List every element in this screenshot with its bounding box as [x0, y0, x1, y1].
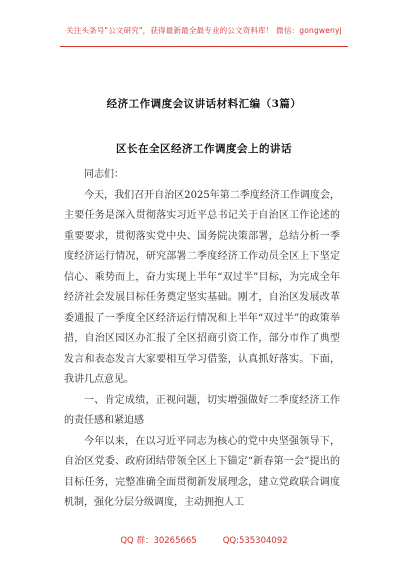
footer-contact — [0, 534, 408, 546]
section-heading-1: 一、肯定成绩，正视问题，切实增强做好二季度经济工作的责任感和紧迫感 — [64, 394, 340, 426]
document-body — [64, 165, 340, 514]
header-divider — [60, 46, 348, 47]
paragraph-section-1: 今年以来，在以习近平同志为核心的党中央坚强领导下，自治区党委、政府团结带领全区上下锚定“新春第一会”提出的目标任务，完整准确全面贯彻新发展理念，建立党政联合调度机制，强化分层分级调度，主动拥抱人工 — [64, 435, 340, 508]
footer-qq: QQ:535304092 — [222, 536, 288, 546]
paragraph-intro: 今天，我们召开自治区2025年第二季度经济工作调度会，主要任务是深入贯彻落实习近平总书记关于自治区工作论述的重要要求，贯彻落实党中央、国务院决策部署，总结分析一季度经济运行情况，研究部署二季度经济工作动员全区上下坚定信心、乘势而上，奋力实现上半年“双过半”目标，为完成全年经济社会发展目标任务奠定坚实基础。刚才，自治区发展改革委通报了一季度全区经济运行情况和上半年“双过半”的政策举措，自治区园区办汇报了全区招商引资工作，部分市作了典型发言和表态发言大家要相互学习借鉴，认真抓好落实。下面，我讲几点意见。 — [64, 189, 340, 385]
footer-qq-group: QQ 群：30265665 — [120, 536, 197, 546]
speech-title: 区长在全区经济工作调度会上的讲话 — [116, 143, 292, 155]
document-title: 经济工作调度会议讲话材料汇编（3篇） — [106, 98, 302, 110]
salutation: 同志们： — [84, 169, 124, 180]
header-notice: 关注头条号"公文研究"，获得最新最全最专业的公文资料库！ 微信：gongwenyj — [66, 26, 342, 35]
